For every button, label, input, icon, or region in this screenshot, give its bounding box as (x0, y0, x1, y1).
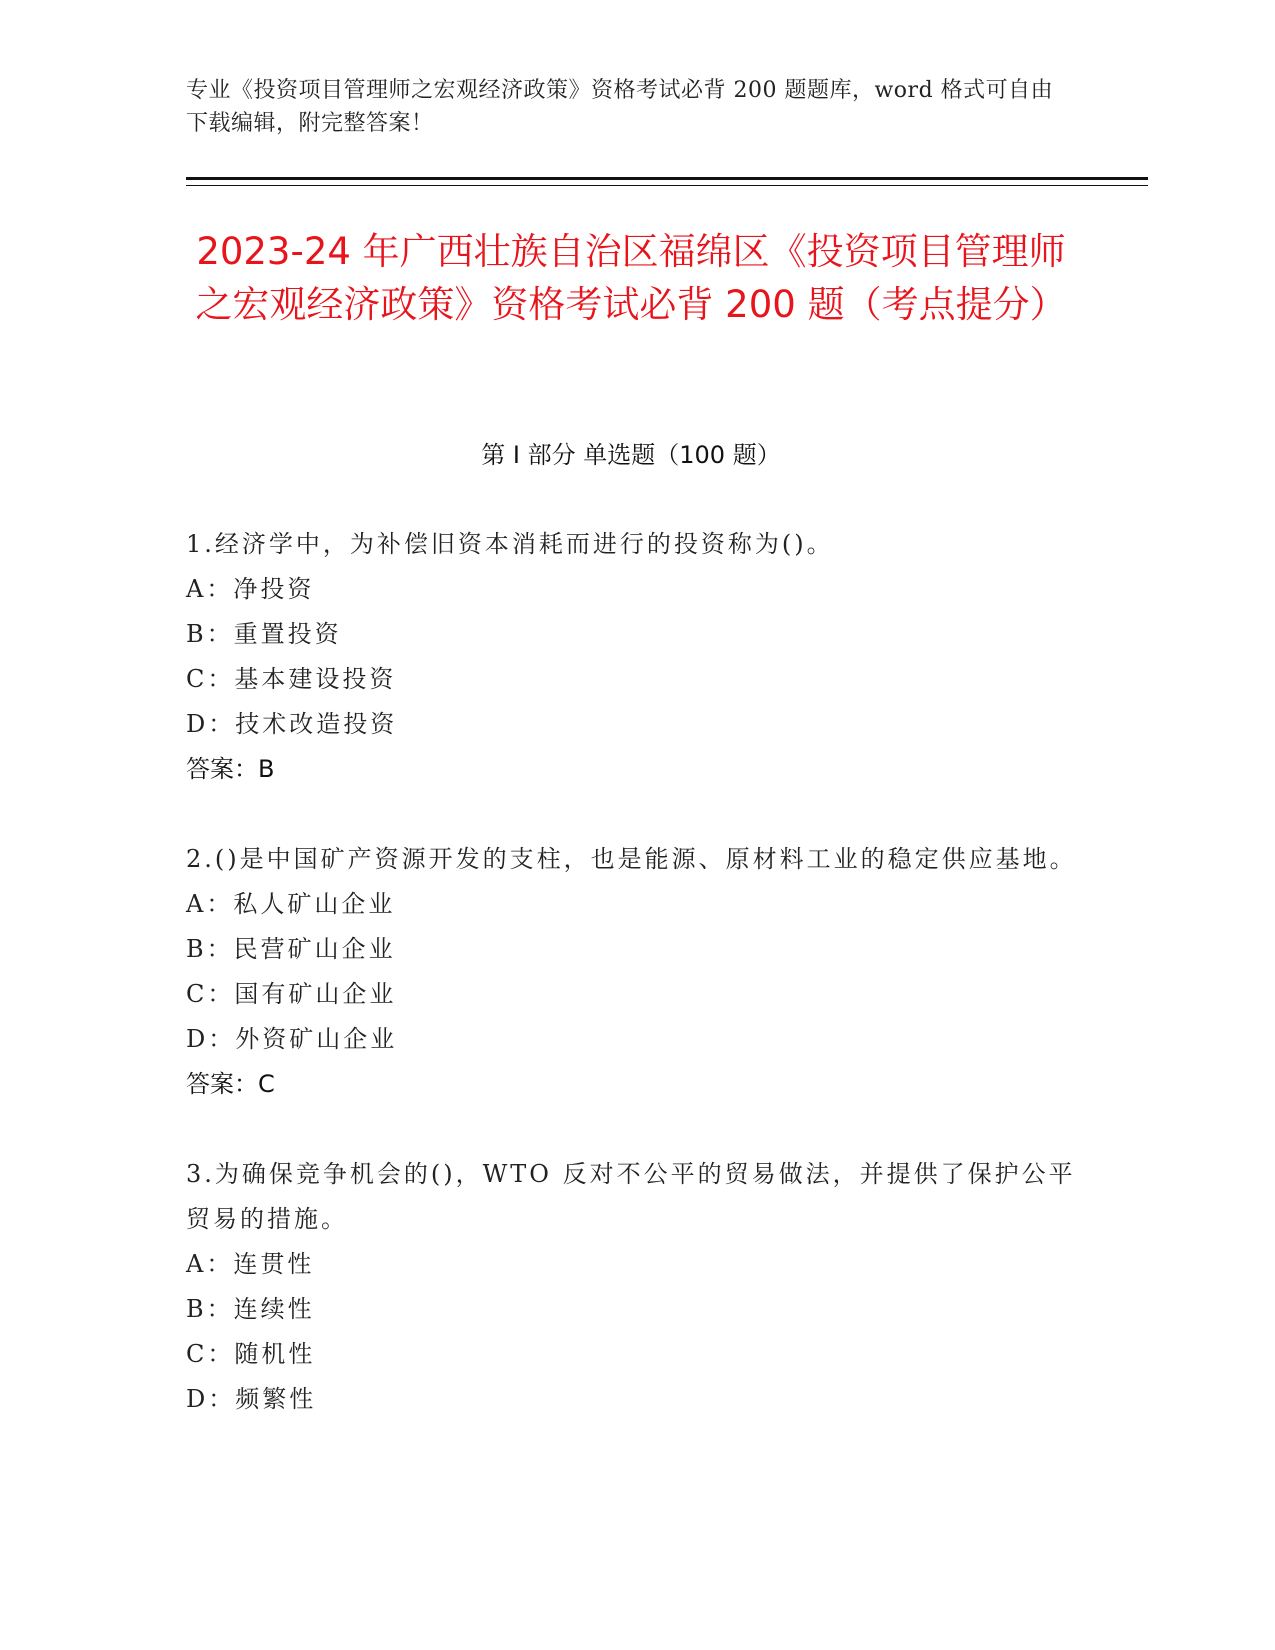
option-d: D：频繁性 (186, 1385, 317, 1413)
question-2 (186, 837, 1086, 1107)
option-b: B：连续性 (186, 1295, 315, 1323)
answer: 答案：B (186, 755, 275, 783)
option-a: A：连贯性 (186, 1250, 315, 1278)
header-divider-thin (186, 185, 1148, 186)
option-c: C：基本建设投资 (186, 665, 397, 693)
answer: 答案：C (186, 1070, 275, 1098)
question-3 (186, 1152, 1086, 1422)
question-1 (186, 522, 1086, 792)
header-note: 专业《投资项目管理师之宏观经济政策》资格考试必背 200 题题库，word 格式可自由下载编辑，附完整答案！ (186, 78, 1054, 136)
question-list (186, 522, 1086, 1467)
section-title: 第 I 部分 单选题（100 题） (481, 441, 781, 469)
question-stem: 1.经济学中，为补偿旧资本消耗而进行的投资称为()。 (186, 530, 834, 558)
question-stem: 2.()是中国矿产资源开发的支柱，也是能源、原材料工业的稳定供应基地。 (186, 845, 1077, 873)
header-divider-thick (186, 177, 1148, 180)
option-d: D：外资矿山企业 (186, 1025, 398, 1053)
question-stem: 3.为确保竞争机会的()，WTO 反对不公平的贸易做法，并提供了保护公平贸易的措施。 (186, 1160, 1076, 1233)
document-title: 2023-24 年广西壮族自治区福绵区《投资项目管理师之宏观经济政策》资格考试必背 200 题（考点提分） (195, 230, 1067, 326)
option-c: C：国有矿山企业 (186, 980, 397, 1008)
option-c: C：随机性 (186, 1340, 316, 1368)
option-b: B：民营矿山企业 (186, 935, 396, 963)
option-d: D：技术改造投资 (186, 710, 398, 738)
option-a: A：私人矿山企业 (186, 890, 396, 918)
option-a: A：净投资 (186, 575, 315, 603)
option-b: B：重置投资 (186, 620, 342, 648)
